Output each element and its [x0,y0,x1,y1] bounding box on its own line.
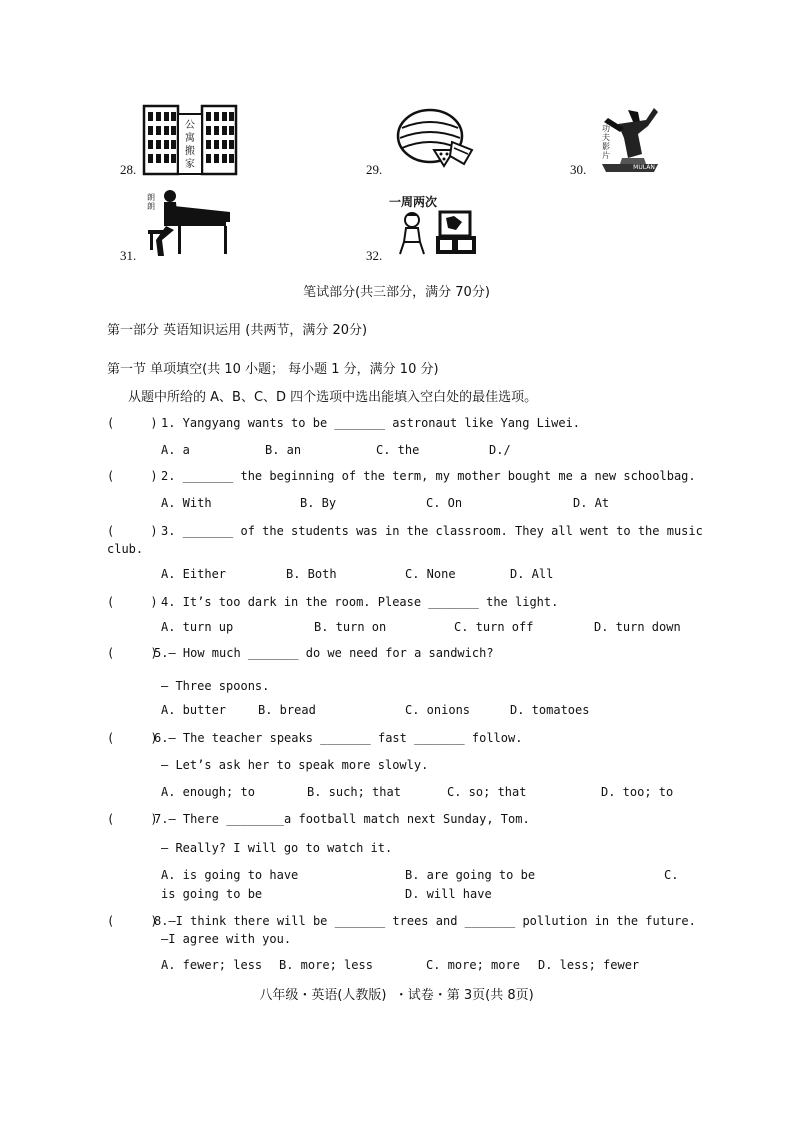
option-c: C. On [426,496,463,510]
dialogue-reply: —I agree with you. [161,932,292,946]
answer-blank: ( ) [107,731,158,745]
option-c: is going to be [161,887,263,901]
instruction-text: 从题中所给的 A、B、C、D 四个选项中选出能填入空白处的最佳选项。 [128,390,538,405]
svg-text:公: 公 [185,120,195,131]
option-c-label: C. [664,868,679,882]
option-c: C. so; that [447,785,527,799]
option-a: A. butter [161,703,227,717]
option-b: B. By [300,496,337,510]
part-title: 第一部分 英语知识运用 (共两节，满分 20分) [107,323,368,338]
option-c: C. more; more [426,958,520,972]
answer-blank: ( ) [107,416,158,430]
child-watching-tv-icon [396,208,478,256]
option-c: C. the [376,443,420,457]
question-stem: 8.—I think there will be _______ trees and _______ pollution in the future. [154,914,696,928]
question-stem: 4. It’s too dark in the room. Please _______ the light. [161,595,559,609]
question-stem: 7.— There ________a football match next Sunday, Tom. [154,812,530,826]
option-b: B. bread [258,703,316,717]
question-stem: 2. _______ the beginning of the term, my mother bought me a new schoolbag. [161,469,696,483]
section-title: 笔试部分(共三部分，满分 70分) [303,285,490,300]
option-b: B. such; that [307,785,401,799]
question-stem-continued: club. [107,542,144,556]
option-a: A. Either [161,567,227,581]
option-a: A. fewer; less [161,958,263,972]
option-b: B. are going to be [405,868,536,882]
option-b: B. more; less [279,958,373,972]
option-d: D. tomatoes [510,703,590,717]
picture-number-32: 32. [366,248,383,263]
svg-text:搬: 搬 [185,146,195,157]
option-c: C. onions [405,703,471,717]
option-d: D./ [489,443,511,457]
question-stem: 5.— How much _______ do we need for a sandwich? [154,646,494,660]
option-a: A. turn up [161,620,234,634]
option-a: A. a [161,443,190,457]
answer-blank: ( ) [107,646,158,660]
dialogue-reply: — Three spoons. [161,679,270,693]
option-c: C. None [405,567,456,581]
picture-number-29: 29. [366,162,383,177]
picture-label-32: 一周两次 [389,195,438,209]
svg-text:家: 家 [185,159,195,170]
option-a: A. With [161,496,212,510]
option-d: D. turn down [594,620,681,634]
answer-blank: ( ) [107,469,158,483]
svg-text:MULAN: MULAN [633,164,655,171]
option-d: D. All [510,567,554,581]
question-stem: 3. _______ of the students was in the classroom. They all went to the music [161,524,703,538]
apartment-building-icon [142,104,238,176]
answer-blank: ( ) [107,914,158,928]
option-b: B. an [265,443,302,457]
watermelon-icon [394,106,476,172]
answer-blank: ( ) [107,812,158,826]
picture-label-31: 朗朗 [147,193,155,211]
option-a: A. enough; to [161,785,255,799]
dialogue-reply: — Let’s ask her to speak more slowly. [161,758,429,772]
dialogue-reply: — Really? I will go to watch it. [161,841,393,855]
picture-number-28: 28. [120,162,137,177]
answer-blank: ( ) [107,595,158,609]
subsection-title: 第一节 单项填空(共 10 小题； 每小题 1 分，满分 10 分) [107,362,439,377]
option-d: D. too; to [601,785,674,799]
option-d: D. will have [405,887,492,901]
svg-text:寓: 寓 [185,133,195,144]
option-a: A. is going to have [161,868,299,882]
picture-number-30: 30. [570,162,587,177]
pianist-icon [144,186,232,258]
picture-label-30: 功夫影片 [602,124,610,160]
picture-number-31: 31. [120,248,137,263]
answer-blank: ( ) [107,524,158,538]
option-b: B. turn on [314,620,387,634]
option-d: D. At [573,496,610,510]
page-footer: 八年级・英语(人教版) ・试卷・第 3页(共 8页) [259,988,534,1003]
option-b: B. Both [286,567,337,581]
option-d: D. less; fewer [538,958,640,972]
option-c: C. turn off [454,620,534,634]
question-stem: 1. Yangyang wants to be _______ astronaut like Yang Liwei. [161,416,581,430]
question-stem: 6.— The teacher speaks _______ fast _______ follow. [154,731,523,745]
